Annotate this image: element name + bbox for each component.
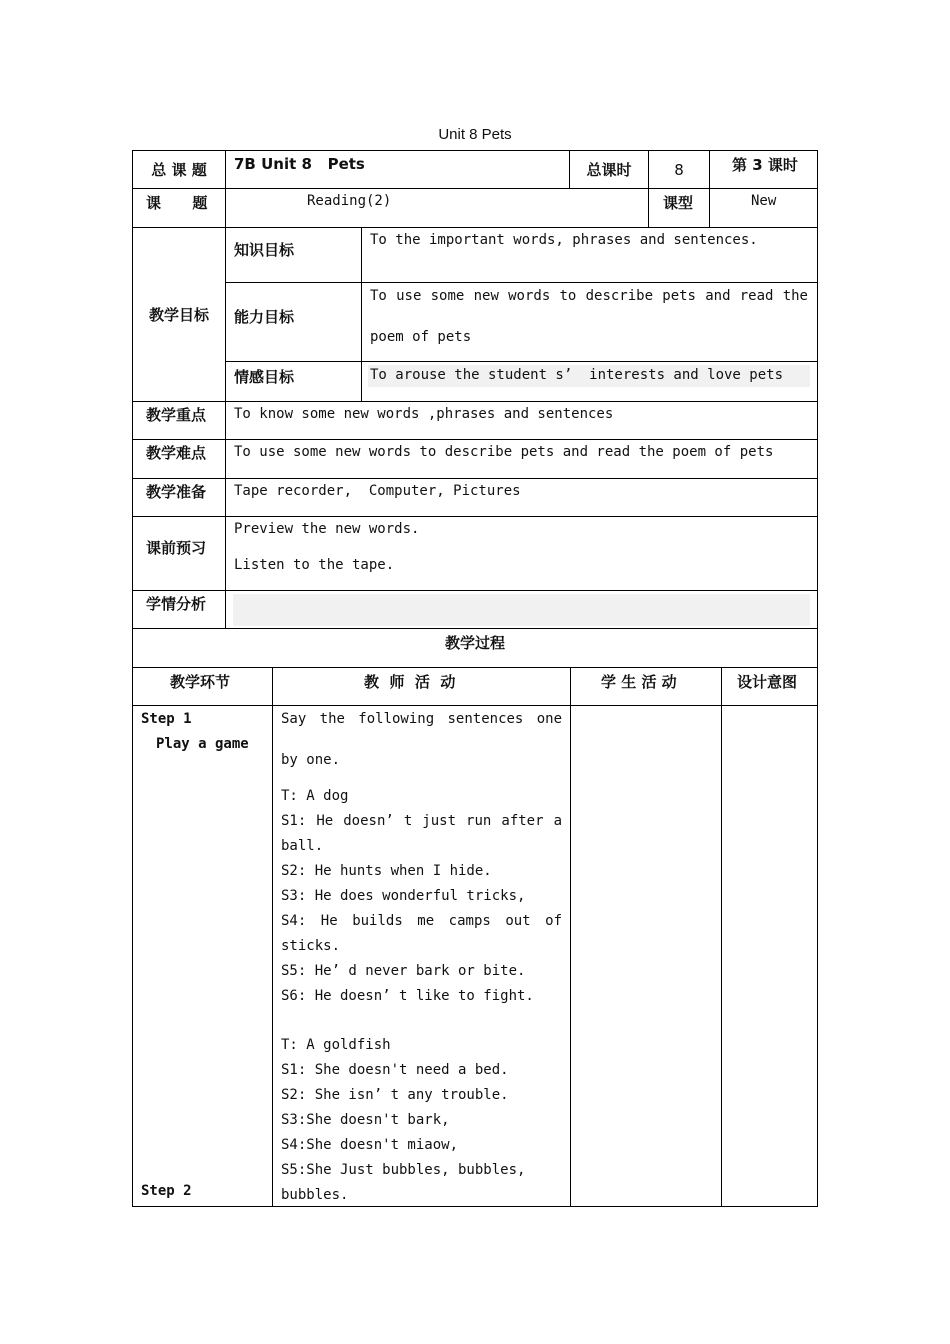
course-value: 7B Unit 8 Pets <box>234 155 365 173</box>
topic-value-cell <box>225 188 649 228</box>
preparation-label-cell <box>132 478 226 517</box>
dog-line: S1: He doesn’ t just run after a <box>281 813 562 829</box>
ability-label-cell <box>225 282 362 362</box>
preview-text-cell <box>225 516 818 591</box>
goldfish-line: S4:She doesn't miaow, <box>281 1137 459 1153</box>
course-label: 总 课 题 <box>151 161 207 179</box>
ability-text-line2: poem of pets <box>370 329 472 345</box>
analysis-text-cell <box>225 590 818 629</box>
analysis-blank-area <box>233 594 810 626</box>
lesson-number: 第 3 课时 <box>732 156 798 174</box>
lesson-number-cell <box>709 150 818 189</box>
knowledge-label: 知识目标 <box>234 241 295 259</box>
step-2-label: Step 2 <box>141 1183 192 1199</box>
process-title: 教学过程 <box>444 633 505 652</box>
preparation-label: 教学准备 <box>146 483 207 501</box>
dog-line: S4: He builds me camps out of <box>281 913 562 929</box>
dog-line: S2: He hunts when I hide. <box>281 863 492 879</box>
topic-value: Reading(2) <box>307 193 392 209</box>
goldfish-title: T: A goldfish <box>281 1037 391 1053</box>
student-activity-cell <box>570 705 722 1207</box>
course-value-cell <box>225 150 570 189</box>
course-label-cell <box>132 150 226 189</box>
analysis-label-cell <box>132 590 226 629</box>
dog-line: S6: He doesn’ t like to fight. <box>281 988 534 1004</box>
step-1-label: Step 1 <box>141 711 192 727</box>
col-header-student-label: 学 生 活 动 <box>601 673 677 691</box>
ability-label: 能力目标 <box>234 308 295 326</box>
objectives-label-cell <box>132 227 226 402</box>
ability-text-line1: To use some new words to describe pets and read the <box>370 288 808 304</box>
objectives-label: 教学目标 <box>148 306 209 324</box>
total-hours-label: 总课时 <box>586 161 632 179</box>
type-label-cell <box>648 188 710 228</box>
key-points-text: To know some new words ,phrases and sentences <box>234 406 614 422</box>
topic-label-cell <box>132 188 226 228</box>
total-hours-value-cell <box>648 150 710 189</box>
key-points-text-cell <box>225 401 818 440</box>
col-header-purpose <box>721 667 818 706</box>
emotion-text-cell <box>361 361 818 402</box>
emotion-label-cell <box>225 361 362 402</box>
dog-line: S5: He’ d never bark or bite. <box>281 963 526 979</box>
dog-line: S3: He does wonderful tricks, <box>281 888 526 904</box>
col-header-teacher-label: 教 师 活 动 <box>364 673 456 691</box>
key-points-label-cell <box>132 401 226 440</box>
preparation-text: Tape recorder, Computer, Pictures <box>234 483 521 499</box>
total-hours-value: 8 <box>674 160 684 179</box>
key-points-label: 教学重点 <box>146 406 207 424</box>
emotion-text: To arouse the student s’ interests and love pets <box>370 367 784 383</box>
knowledge-text: To the important words, phrases and sentences. <box>370 232 758 248</box>
analysis-label: 学情分析 <box>146 595 207 613</box>
difficulties-text-cell <box>225 439 818 479</box>
goldfish-line: S5:She Just bubbles, bubbles, <box>281 1162 526 1178</box>
intro-line-1: Say the following sentences one <box>281 711 562 727</box>
goldfish-line: S1: She doesn't need a bed. <box>281 1062 509 1078</box>
teacher-activity-cell <box>272 705 571 1207</box>
dog-line: ball. <box>281 838 324 854</box>
dog-line: sticks. <box>281 938 341 954</box>
goldfish-line: S3:She doesn't bark, <box>281 1112 450 1128</box>
total-hours-label-cell <box>569 150 649 189</box>
type-value-cell <box>709 188 818 228</box>
preparation-text-cell <box>225 478 818 517</box>
step-1-name: Play a game <box>156 736 249 752</box>
knowledge-label-cell <box>225 227 362 283</box>
process-title-cell <box>132 628 818 668</box>
col-header-stage-label: 教学环节 <box>170 673 231 691</box>
dog-title: T: A dog <box>281 788 349 804</box>
difficulties-label: 教学难点 <box>146 444 207 462</box>
preview-label-cell <box>132 516 226 591</box>
topic-label: 课 题 <box>146 194 208 212</box>
design-purpose-cell <box>721 705 818 1207</box>
difficulties-label-cell <box>132 439 226 479</box>
col-header-teacher <box>272 667 571 706</box>
preview-line-1: Preview the new words. <box>234 521 420 537</box>
col-header-student <box>570 667 722 706</box>
difficulties-text: To use some new words to describe pets and read the poem of pets <box>234 444 774 460</box>
col-header-stage <box>132 667 273 706</box>
goldfish-line: S2: She isn’ t any trouble. <box>281 1087 509 1103</box>
emotion-label: 情感目标 <box>234 368 295 386</box>
ability-text-cell <box>361 282 818 362</box>
type-label: 课型 <box>663 194 694 212</box>
col-header-purpose-label: 设计意图 <box>737 673 798 691</box>
preview-line-2: Listen to the tape. <box>234 557 395 573</box>
intro-line-2: by one. <box>281 752 341 768</box>
knowledge-text-cell <box>361 227 818 283</box>
page-title: Unit 8 Pets <box>438 126 512 143</box>
goldfish-line: bubbles. <box>281 1187 349 1203</box>
stage-cell <box>132 705 273 1207</box>
type-value: New <box>751 193 777 209</box>
preview-label: 课前预习 <box>146 539 207 557</box>
